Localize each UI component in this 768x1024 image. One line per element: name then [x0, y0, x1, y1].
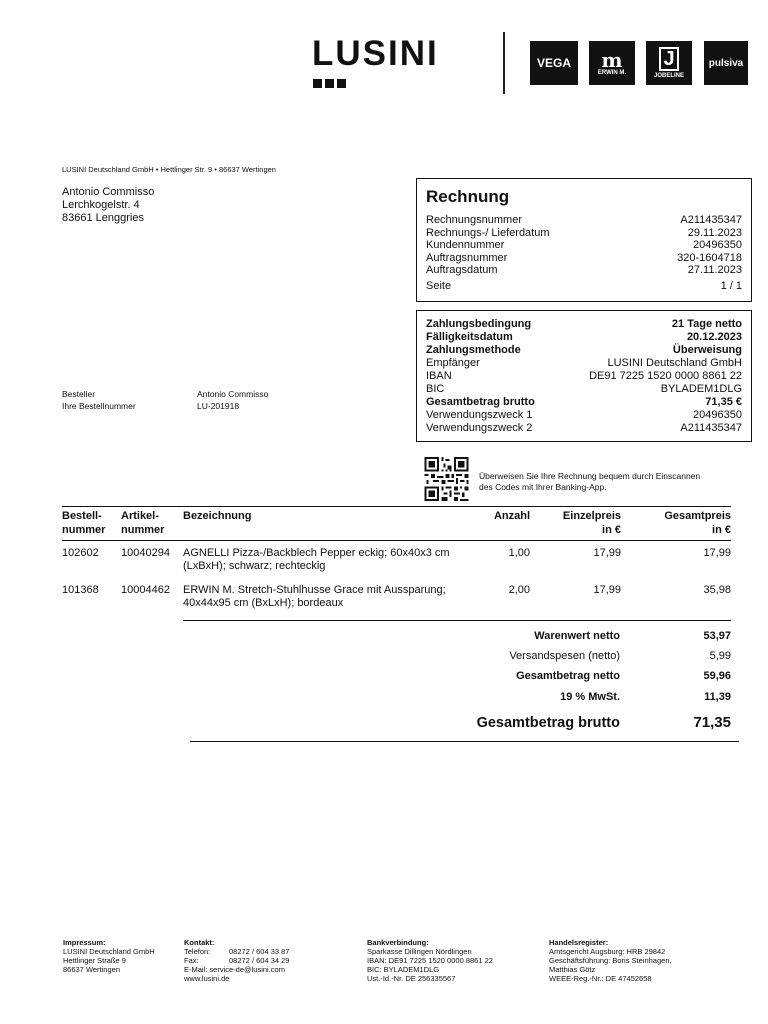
table-top-rule [62, 506, 731, 507]
orderer-labels: Besteller Ihre Bestellnummer [62, 389, 136, 411]
lusini-logo: LUSINI [312, 34, 439, 73]
payment-row: Zahlungsmethode Überweisung [426, 344, 742, 356]
invoice-title: Rechnung [426, 187, 510, 206]
vega-logo: VEGA [530, 41, 578, 85]
summary-shipping-label: Versandspesen (netto) [509, 650, 620, 662]
table-row: AGNELLI Pizza-/Backblech Pepper eckig; 60x40x3 cm (LxBxH); schwarz; rechteckig [183, 547, 450, 572]
table-row: 17,99 [593, 547, 621, 559]
orderer-values: Antonio Commisso LU-201918 [197, 389, 269, 411]
recipient-name: Antonio Commisso [62, 186, 155, 198]
footer-register: Handelsregister: Amtsgericht Augsburg: HRB 29842 Geschäftsführung: Boris Steinhagen, Matthias Götz WEEE-Reg.-Nr.: DE 47452658 [549, 938, 672, 983]
summary-gross-label: Gesamtbetrag brutto [476, 715, 620, 731]
table-header-rule [62, 540, 731, 541]
payment-row: Zahlungsbedingung 21 Tage netto [426, 318, 742, 330]
recipient-address [62, 186, 154, 225]
table-row: 102602 [62, 547, 99, 559]
payment-row: Gesamtbetrag brutto 71,35 € [426, 396, 742, 408]
payment-info-box [416, 310, 752, 442]
pulsiva-logo: pulsiva [704, 41, 748, 85]
table-row: 101368 [62, 584, 99, 596]
payment-row: IBAN DE91 7225 1520 0000 8861 22 [426, 370, 742, 382]
page-number: Seite 1 / 1 [426, 280, 742, 292]
col-description: Bezeichnung [183, 510, 252, 522]
summary-vat-value: 11,39 [704, 691, 731, 703]
col-quantity: Anzahl [493, 510, 530, 522]
table-row: 10004462 [121, 584, 170, 596]
summary-net-value: 53,97 [703, 630, 731, 642]
payment-row: Verwendungszweck 1 20496350 [426, 409, 742, 421]
invoice-row: Kundennummer 20496350 [426, 239, 742, 251]
table-row: 35,98 [703, 584, 731, 596]
table-bottom-rule [183, 620, 731, 621]
payment-row: Empfänger LUSINI Deutschland GmbH [426, 357, 742, 369]
table-row: 17,99 [593, 584, 621, 596]
col-order-number: Bestell- nummer [62, 510, 106, 536]
summary-rule [190, 741, 739, 742]
erwin-m-monogram: m [601, 48, 623, 72]
invoice-row: Rechnungsnummer A211435347 [426, 214, 742, 226]
payment-row: BIC BYLADEM1DLG [426, 383, 742, 395]
invoice-row: Auftragsdatum 27.11.2023 [426, 264, 742, 276]
invoice-info-box [416, 178, 752, 302]
sender-line: LUSINI Deutschland GmbH • Hettlinger Str. 9 • 86637 Wertingen [62, 165, 276, 174]
summary-vat-label: 19 % MwSt. [560, 691, 620, 703]
erwin-m-label: ERWIN M. [597, 70, 627, 76]
invoice-row: Auftragsnummer 320-1604718 [426, 251, 742, 264]
summary-total-net-value: 59,96 [703, 670, 731, 682]
footer-contact: Kontakt: Telefon: 08272 / 604 33 87 Fax: 08272 / 604 34 29 E-Mail: service-de@lusini.com www.lusini.de [184, 938, 290, 983]
erwin-m-logo [589, 41, 635, 85]
qr-instruction: Überweisen Sie Ihre Rechnung bequem durch Einscannen des Codes mit Ihrer Banking-App. [479, 471, 701, 492]
footer-bank: Bankverbindung: Sparkasse Dillingen Nördlingen IBAN: DE91 7225 1520 0000 8861 22 BIC: BYLADEM1DLG Ust.-Id.-Nr. DE 256335567 [367, 938, 493, 983]
recipient-city: 83661 Lenggries [62, 212, 144, 224]
jobeline-logo [646, 41, 692, 85]
lusini-logo-blocks [313, 75, 353, 85]
payment-row: Fälligkeitsdatum 20.12.2023 [426, 331, 742, 343]
summary-total-net-label: Gesamtbetrag netto [516, 670, 620, 682]
col-unit-price: Einzelpreis in € [562, 510, 621, 536]
table-row: 10040294 [121, 547, 170, 559]
recipient-street: Lerchkogelstr. 4 [62, 199, 140, 211]
table-row: 17,99 [703, 547, 731, 559]
table-row: 2,00 [508, 584, 530, 596]
col-article-number: Artikel- nummer [121, 510, 165, 536]
header-divider [503, 32, 505, 94]
table-row: ERWIN M. Stretch-Stuhlhusse Grace mit Aussparung; 40x44x95 cm (BxLxH); bordeaux [183, 584, 446, 609]
qr-code-icon [423, 457, 470, 501]
jobeline-label: JOBELINE [653, 73, 684, 79]
payment-row: Verwendungszweck 2 A211435347 [426, 422, 742, 434]
summary-net-label: Warenwert netto [534, 630, 620, 642]
summary-shipping-value: 5,99 [709, 650, 731, 662]
col-total-price: Gesamtpreis in € [664, 510, 731, 536]
table-row: 1,00 [508, 547, 530, 559]
jobeline-monogram: J [659, 47, 679, 71]
invoice-row: Rechnungs-/ Lieferdatum 29.11.2023 [426, 226, 742, 239]
summary-gross-value: 71,35 [693, 714, 731, 731]
footer-impressum: Impressum: LUSINI Deutschland GmbH Hettlinger Straße 9 86637 Wertingen [63, 938, 155, 974]
